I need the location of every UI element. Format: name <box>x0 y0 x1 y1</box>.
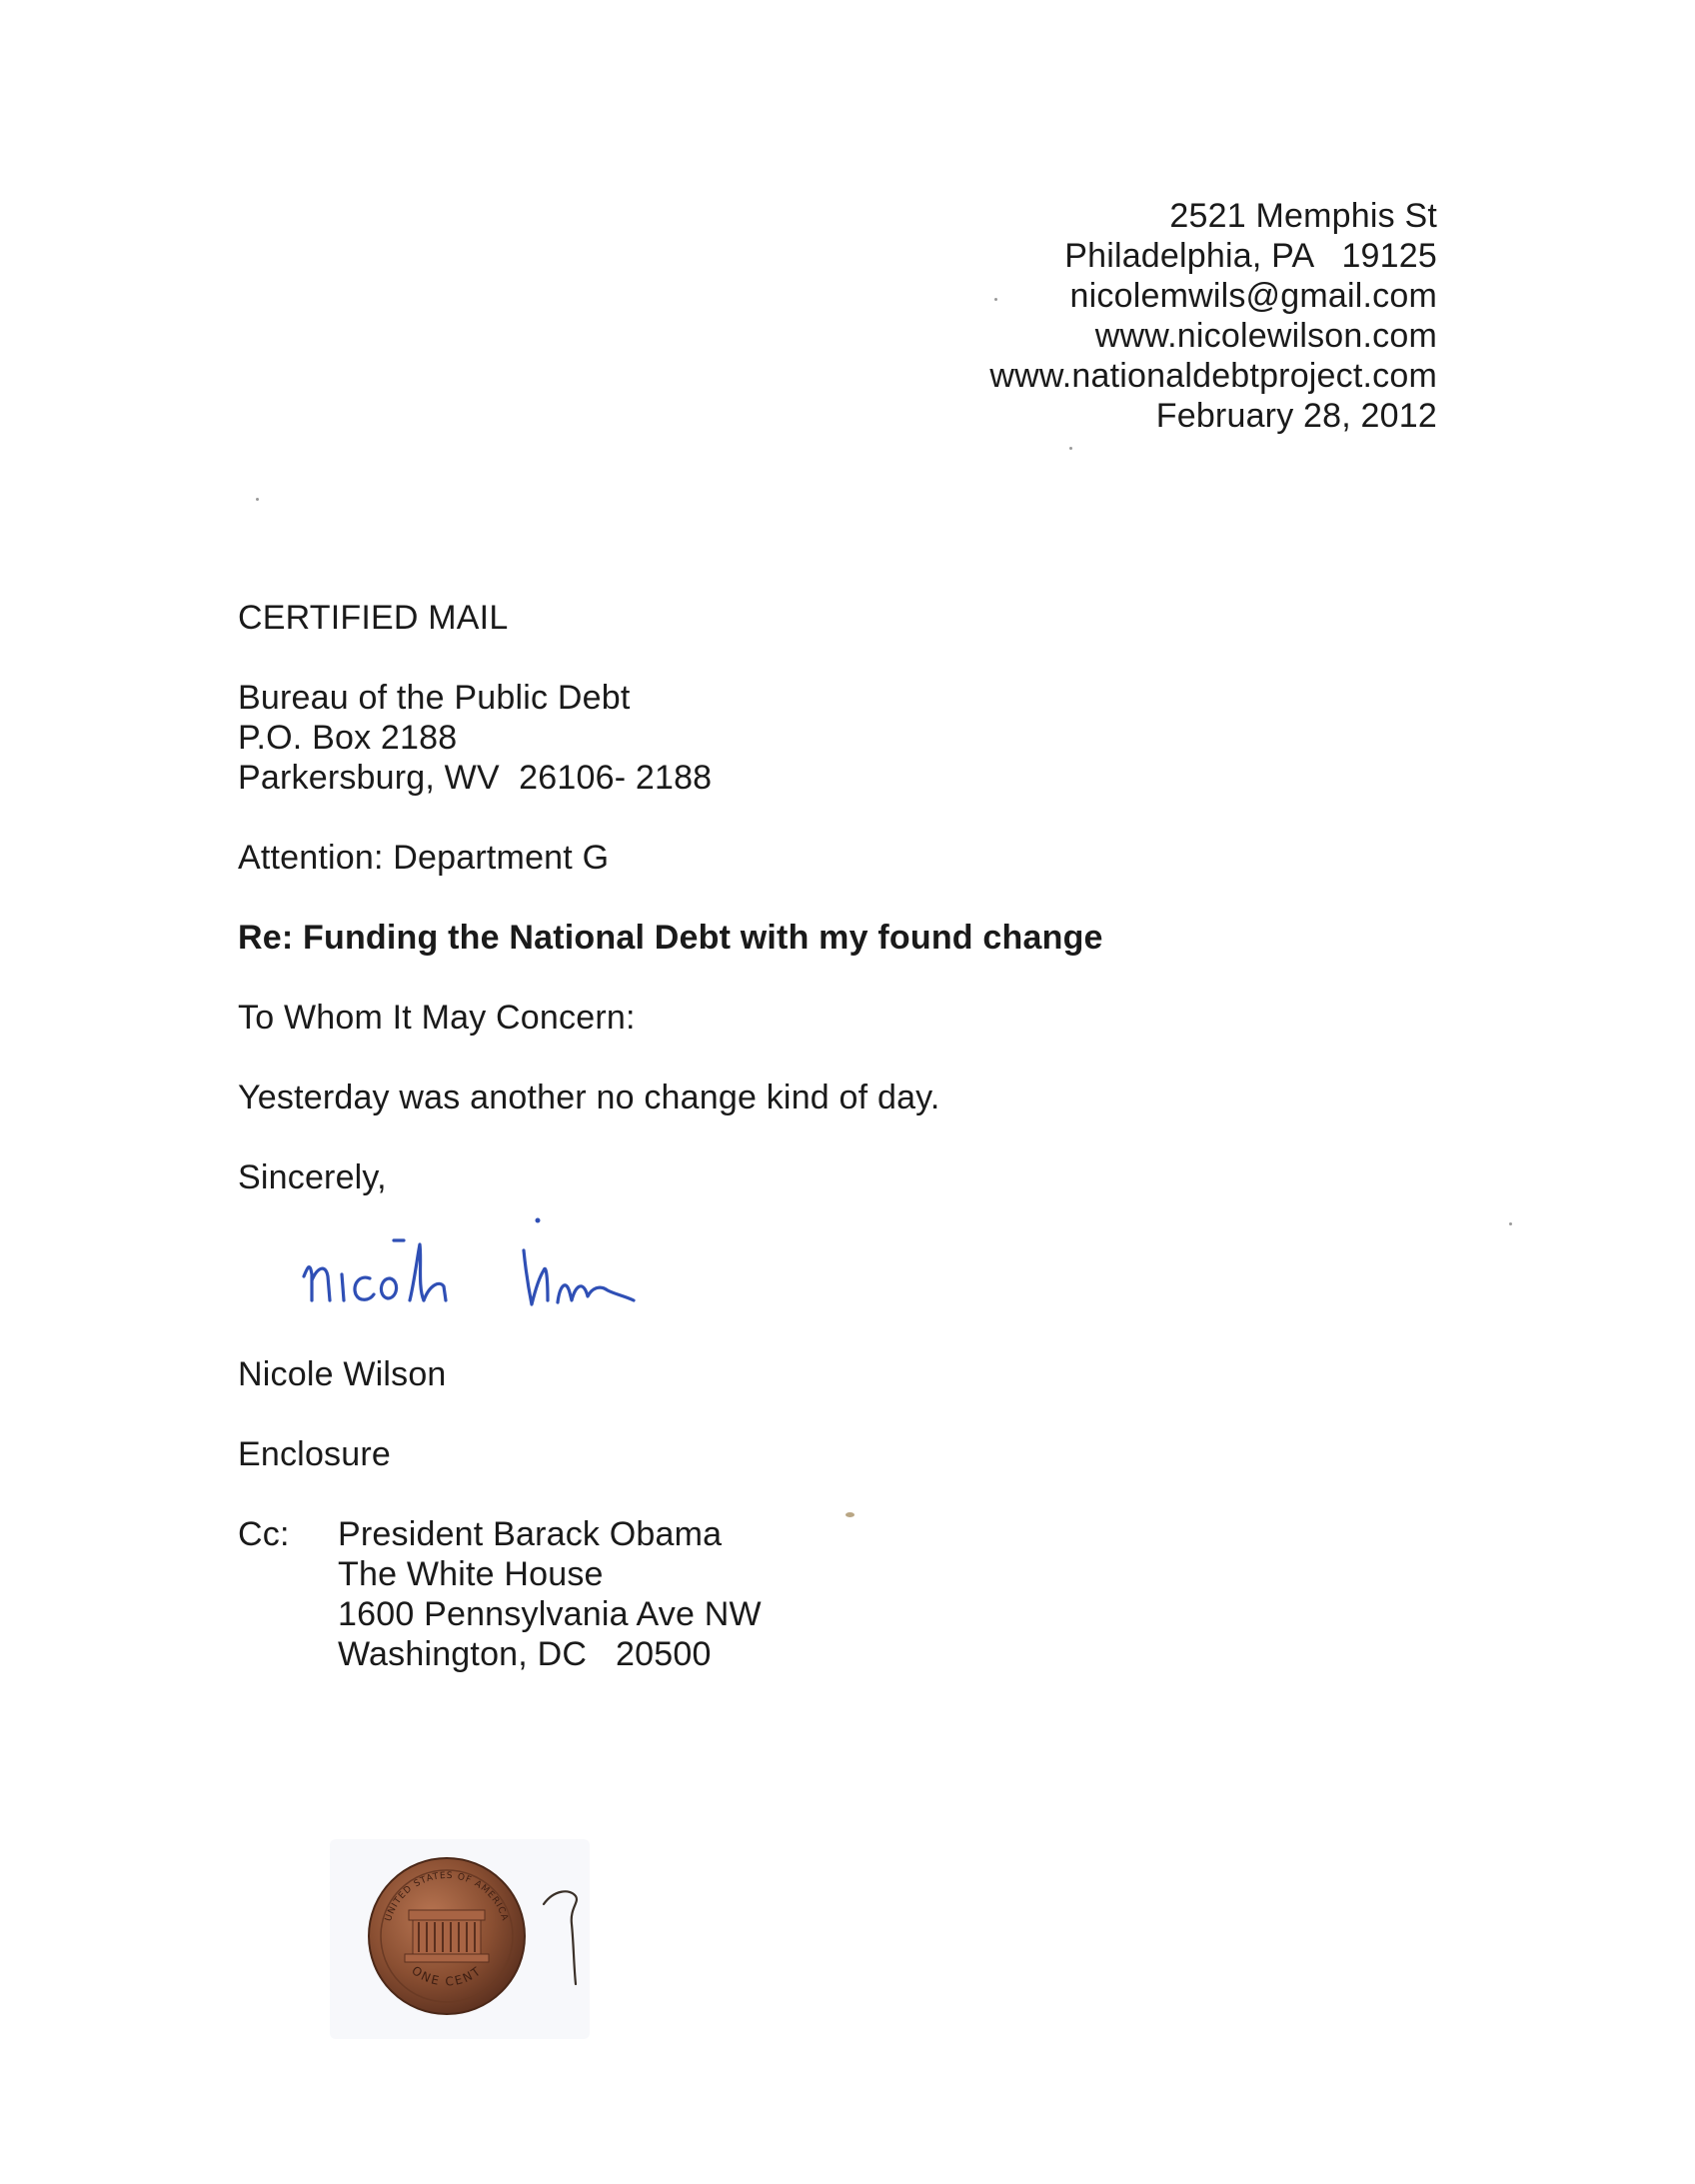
recipient-line-2: P.O. Box 2188 <box>238 719 458 757</box>
sender-address-block <box>989 196 1437 436</box>
paper-speck <box>1509 1222 1512 1225</box>
sender-website-2: www.nationaldebtproject.com <box>989 357 1437 395</box>
cc-address-block <box>338 1514 762 1674</box>
cc-line-3: 1600 Pennsylvania Ave NW <box>338 1595 762 1633</box>
paper-speck <box>1069 447 1072 450</box>
thread-fiber <box>540 1884 600 1994</box>
penny-top-inscription: UNITED STATES OF AMERICA <box>384 1870 510 1923</box>
attention-line: Attention: Department G <box>238 839 610 877</box>
letter-body: Yesterday was another no change kind of day. <box>238 1079 940 1116</box>
sender-city: Philadelphia, PA 19125 <box>1064 237 1437 275</box>
signer-name: Nicole Wilson <box>238 1355 447 1393</box>
cc-line-1: President Barack Obama <box>338 1515 723 1553</box>
enclosure-note: Enclosure <box>238 1435 391 1473</box>
salutation: To Whom It May Concern: <box>238 999 636 1037</box>
recipient-line-3: Parkersburg, WV 26106- 2188 <box>238 759 713 797</box>
penny-coin-image <box>365 1854 530 2019</box>
sender-street: 2521 Memphis St <box>1169 197 1437 235</box>
letter-date: February 28, 2012 <box>1155 397 1437 435</box>
recipient-address-block <box>238 678 712 798</box>
handwritten-signature <box>290 1204 690 1324</box>
recipient-line-1: Bureau of the Public Debt <box>238 679 631 717</box>
paper-speck <box>256 498 259 501</box>
closing: Sincerely, <box>238 1158 387 1196</box>
paper-speck <box>994 298 997 301</box>
certified-mail-label: CERTIFIED MAIL <box>238 599 509 637</box>
penny-bottom-inscription: ONE CENT <box>409 1963 485 1989</box>
cc-line-2: The White House <box>338 1555 604 1593</box>
paper-speck <box>846 1512 854 1517</box>
cc-line-4: Washington, DC 20500 <box>338 1635 712 1673</box>
subject-line: Re: Funding the National Debt with my found change <box>238 919 1103 957</box>
sender-email: nicolemwils@gmail.com <box>1069 277 1437 315</box>
cc-label: Cc: <box>238 1515 290 1553</box>
sender-website-1: www.nicolewilson.com <box>1094 317 1437 355</box>
